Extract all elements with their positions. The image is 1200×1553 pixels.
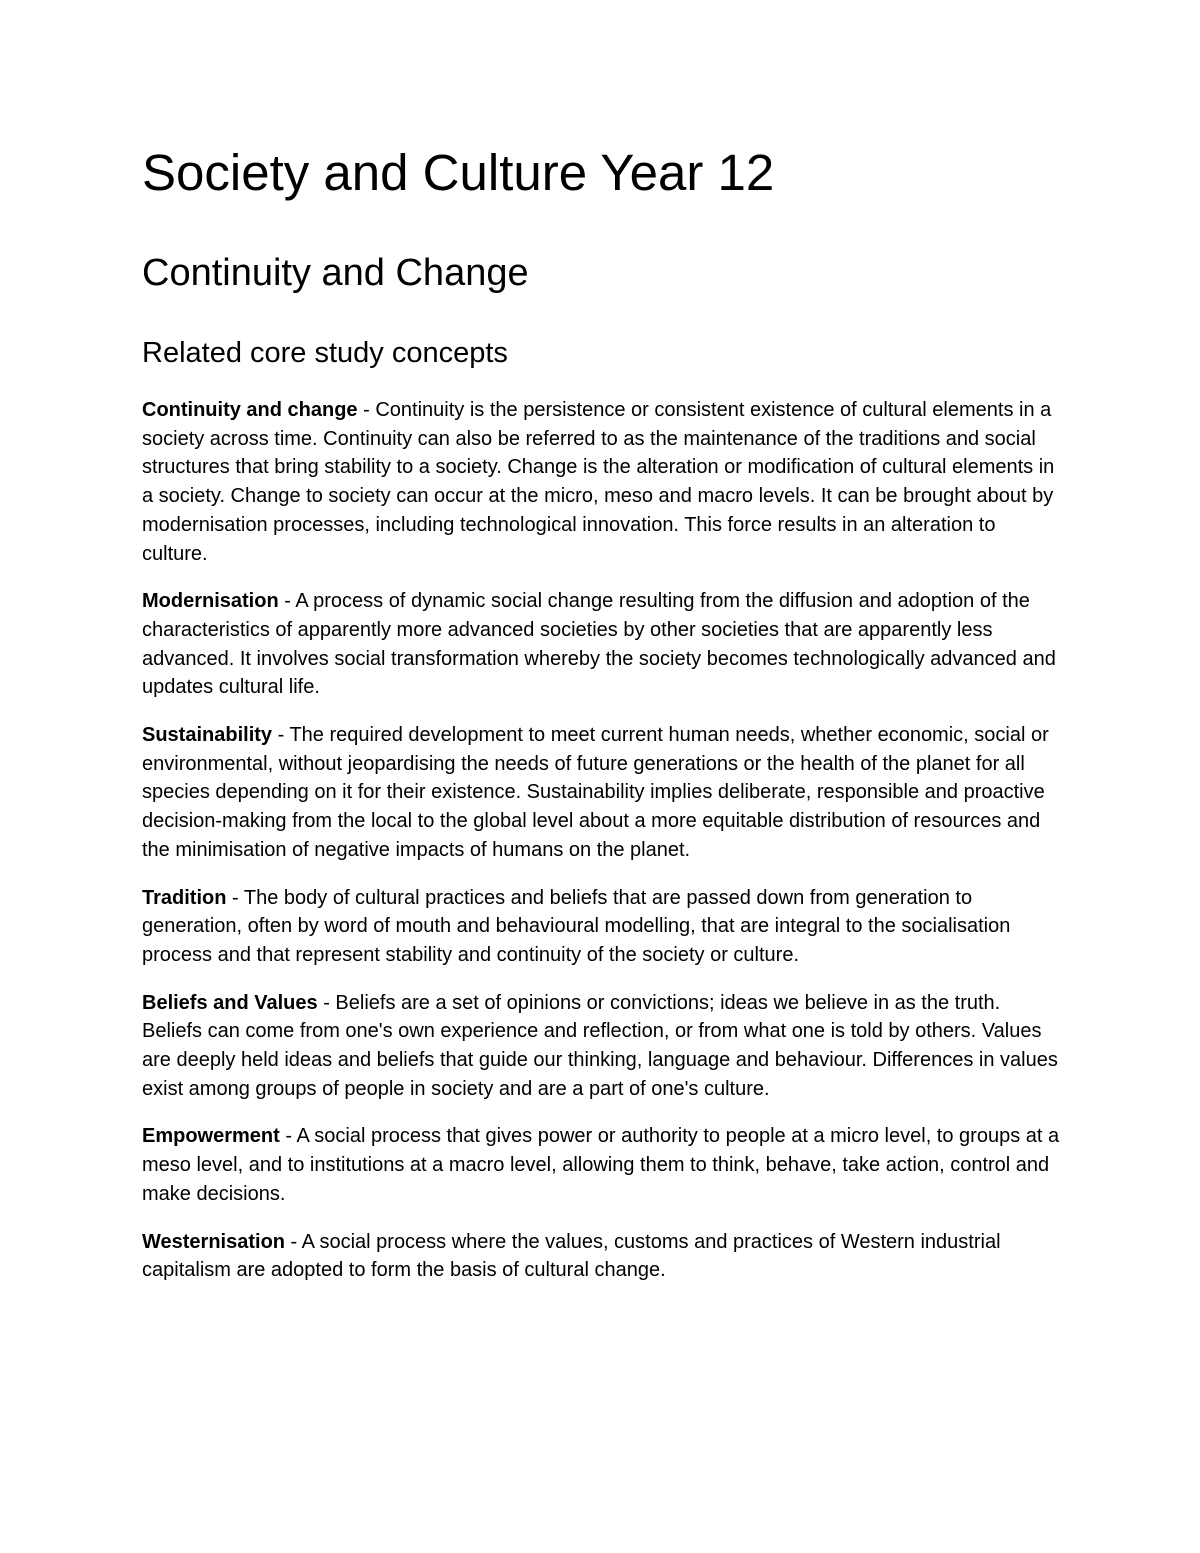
concept-definition: A process of dynamic social change resulting from the diffusion and adoption of the characteristics of apparently more advanced societies by other societies that are apparently less advanced. It involves social transformation whereby the society becomes technologically advanced and updates cultural life. — [142, 590, 1056, 699]
concept-definition: A social process that gives power or authority to people at a micro level, to groups at a meso level, and to institutions at a macro level, allowing them to think, behave, take action, control and make decisions. — [142, 1125, 1060, 1205]
concept-term: Empowerment — [142, 1125, 280, 1148]
concept-continuity-and-change — [142, 396, 1062, 568]
concept-beliefs-and-values — [142, 989, 1062, 1104]
concept-term: Modernisation — [142, 590, 279, 613]
document-title: Society and Culture Year 12 — [142, 144, 775, 201]
concept-term: Sustainability — [142, 724, 273, 747]
concept-empowerment — [142, 1122, 1062, 1208]
concept-sustainability — [142, 721, 1062, 865]
concept-tradition — [142, 884, 1062, 970]
concept-separator: - — [285, 1230, 302, 1253]
concept-separator: - — [317, 991, 336, 1014]
document-subtitle: Continuity and Change — [142, 252, 529, 294]
concept-term: Tradition — [142, 886, 227, 909]
concept-modernisation — [142, 587, 1062, 702]
concept-term: Beliefs and Values — [142, 991, 318, 1014]
concept-separator: - — [279, 1125, 297, 1148]
concept-separator: - — [357, 399, 376, 421]
concept-list — [142, 396, 1062, 1304]
concept-separator: - — [272, 724, 290, 747]
concept-separator: - — [226, 886, 244, 909]
concept-definition: Continuity is the persistence or consistent existence of cultural elements in a society across time. Continuity can also be referred to as the maintenance of the traditions and social structures that bring stability to a society. Change is the alteration or modification of cultural elements in a society. Change to society can occur at the micro, meso and macro levels. It can be brought about by modernisation processes, including technological innovation. This force results in an alteration to culture. — [142, 399, 1055, 565]
concept-definition: A social process where the values, customs and practices of Western industrial capitalism are adopted to form the basis of cultural change. — [142, 1230, 1001, 1282]
concept-term: Continuity and change — [142, 399, 358, 421]
concept-definition: The required development to meet current human needs, whether economic, social or environmental, without jeopardising the needs of future generations or the health of the planet for all species depending on it for their existence. Sustainability implies deliberate, responsible and proactive decision-making from the local to the global level about a more equitable distribution of resources and the minimisation of negative impacts of humans on the planet. — [142, 724, 1049, 861]
section-heading: Related core study concepts — [142, 337, 508, 369]
concept-westernisation — [142, 1228, 1062, 1285]
concept-separator: - — [278, 590, 296, 613]
concept-term: Westernisation — [142, 1230, 285, 1253]
concept-definition: Beliefs are a set of opinions or convictions; ideas we believe in as the truth. Beliefs can come from one's own experience and reflection, or from what one is told by others. Values are deeply held ideas and beliefs that guide our thinking, language and behaviour. Differences in values exist among groups of people in society and are a part of one's culture. — [142, 991, 1058, 1100]
concept-definition: The body of cultural practices and beliefs that are passed down from generation to generation, often by word of mouth and behavioural modelling, that are integral to the socialisation process and that represent stability and continuity of the society or culture. — [142, 886, 1011, 966]
